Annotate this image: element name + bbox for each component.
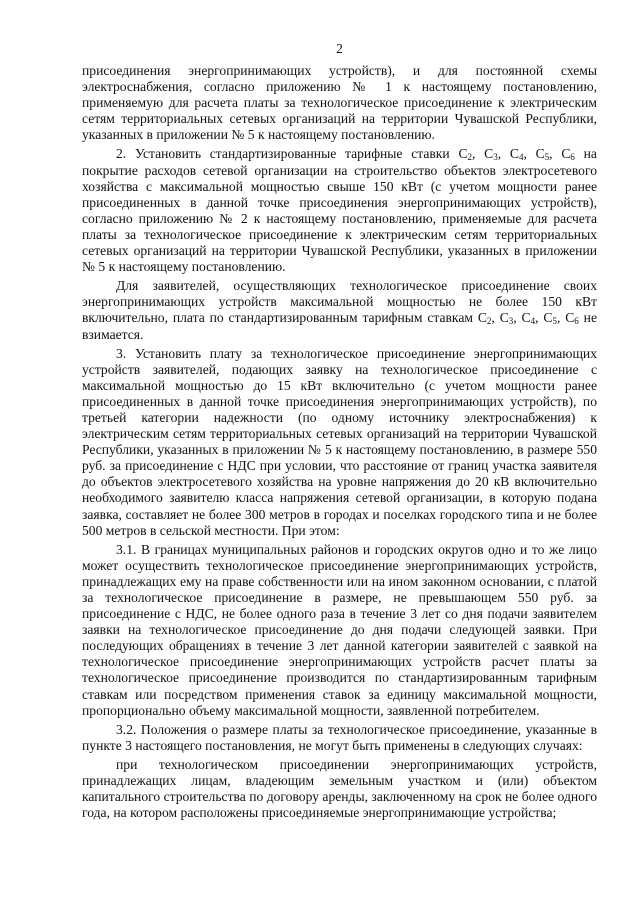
rate-c3-sub: 3	[493, 152, 498, 163]
rate-c2: С	[458, 146, 468, 162]
paragraph-4: 3.1. В границах муниципальных районов и городских округов одно и то же лицо может осуществить технологическое присоединение энергопринимающих устройств, принадлежащих ему на праве собственности или на ином законном основании, с платой за технологическое присоединение в размере, не превышающем 550 руб. за присоединение с НДС, не более одного раза в течение 3 лет со дня подачи заявителем заявки на технологическое присоединение до дня подачи следующей заявки. При последующих обращениях в течение 3 лет данной категории заявителей с заявкой на технологическое присоединение энергопринимающих устройств расчет платы за технологическое присоединение производится по стандартизированным тарифным ставкам или посредством применения ставок за единицу максимальной мощности, пропорционально объему максимальной мощности, заявленной потребителем.	[82, 541, 597, 718]
rate-c5: , С	[523, 146, 545, 162]
rate-c6-sub: 6	[574, 316, 579, 327]
rate-c5-sub: 5	[544, 152, 550, 163]
rate-c2-sub: 2	[467, 152, 473, 163]
paragraph-3: 3. Установить плату за технологическое присоединение энергопринимающих устройств заявителей, подающих заявку на технологическое присоединение с максимальной мощностью до 15 кВт включительно (с учетом мощности ранее присоединенных в данной точке присоединения энергопринимающих устройств), по третьей категории надежности (по одному источнику электроснабжения) к электрическим сетям территориальных сетевых организаций на территории Чувашской Республики, указанных в приложении № 5 к настоящему постановлению, в размере 550 руб. за присоединение с НДС при условии, что расстояние от границ участка заявителя до объектов электросетевого хозяйства на уровне напряжения до 20 кВ включительно необходимого заявителю класса напряжения сетевой организации, в которую подана заявка, составляет не более 300 метров в городах и поселках городского типа и не более 500 метров в сельской местности. При этом:	[82, 345, 597, 538]
paragraph-5: 3.2. Положения о размере платы за технологическое присоединение, указанные в пункте 3 настоящего постановления, не могут быть применены в следующих случаях:	[82, 721, 597, 753]
document-page	[82, 40, 597, 880]
rate-c2: С	[477, 310, 487, 326]
rate-c3: , С	[472, 146, 494, 162]
rate-c3: , С	[491, 310, 509, 326]
rate-c4: , С	[497, 146, 519, 162]
paragraph-2	[82, 278, 597, 342]
rate-c6: , С	[556, 310, 575, 326]
page-number: 2	[336, 41, 343, 56]
paragraph-2-text-start: Для заявителей, осуществляющих технологическое присоединение своих энергопринимающих устройств максимальной мощностью не более 150 кВт включительно, плата по стандартизированным тарифным ставкам	[82, 278, 597, 326]
paragraph-1	[82, 146, 597, 275]
paragraph-2-text-end: не взимается.	[82, 310, 597, 342]
rate-c2-sub: 2	[486, 316, 492, 327]
paragraph-1-text-end: на покрытие расходов сетевой организации на строительство объектов электросетевого хозяйства с максимальной мощностью свыше 150 кВт (с учетом мощности ранее присоединенных в данной точке присоединения энергопринимающих устройств), согласно приложению № 2 к настоящему постановлению, применяемые для расчета платы за технологическое присоединение к электрическим сетям территориальных сетевых организаций на территории Чувашской Республики, указанных в приложении № 5 к настоящему постановлению.	[82, 146, 597, 275]
rate-c4-sub: 4	[518, 152, 524, 163]
paragraph-1-text-start: 2. Установить стандартизированные тарифные ставки	[116, 146, 459, 162]
rate-c4: , С	[513, 310, 531, 326]
rate-c6-sub: 6	[570, 152, 575, 163]
rate-c3-sub: 3	[508, 316, 514, 327]
paragraph-6: при технологическом присоединении энергопринимающих устройств, принадлежащих лицам, владеющим земельным участком и (или) объектом капитального строительства по договору аренды, заключенному на срок не более одного года, на котором расположены присоединяемые энергопринимающие устройства;	[82, 756, 597, 821]
rate-c6: , С	[549, 146, 571, 162]
rate-c5-sub: 5	[552, 316, 557, 327]
rate-c4-sub: 4	[530, 316, 536, 327]
rate-c5: , С	[535, 310, 553, 326]
paragraph-0: присоединения энергопринимающих устройств), и для постоянной схемы электроснабжения, согласно приложению № 1 к настоящему постановлению, применяемую для расчета платы за технологическое присоединение к электрическим сетям территориальных сетевых организаций на территории Чувашской Республики, указанных в приложении № 5 к настоящему постановлению.	[82, 63, 597, 143]
